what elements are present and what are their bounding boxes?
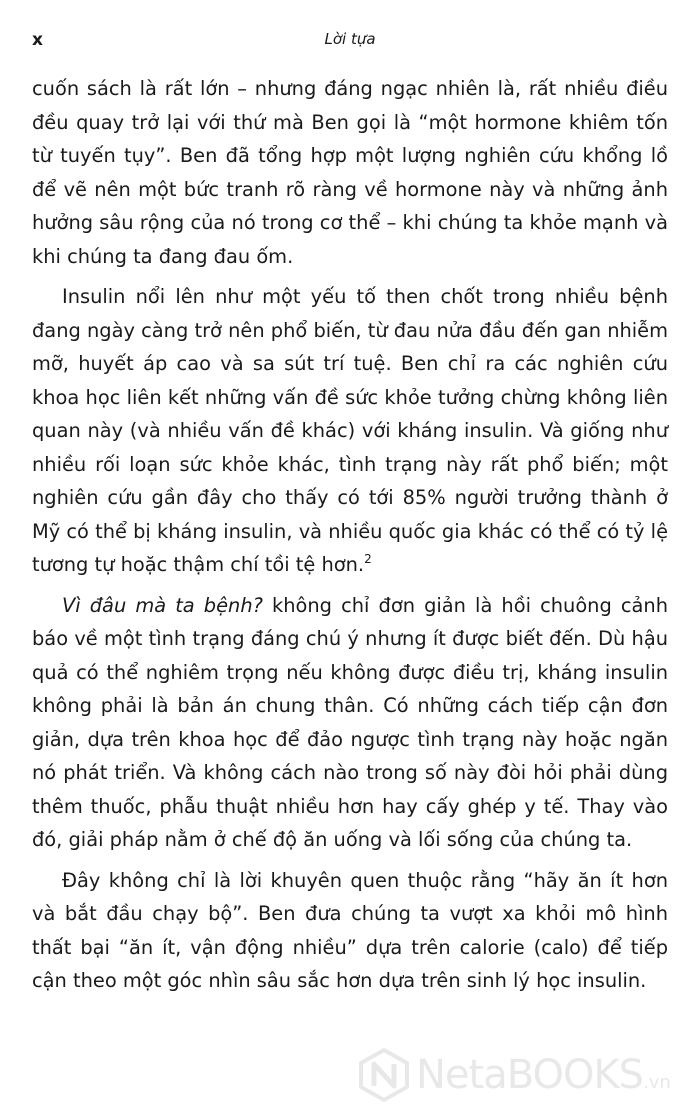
watermark-text	[416, 1052, 671, 1098]
paragraph-4	[32, 864, 668, 998]
paragraph-1	[32, 72, 668, 273]
book-title-italic: Vì đâu mà ta bệnh?	[62, 593, 263, 617]
paragraph-1-text: cuốn sách là rất lớn – nhưng đáng ngạc nhiên là, rất nhiều điều đều quay trở lại với thứ mà Ben gọi là “một hormone khiêm tốn từ tuyến tụy”. Ben đã tổng hợp một lượng nghiên cứu khổng lồ để vẽ nên một bức tranh rõ ràng về hormone này và những ảnh hưởng sâu rộng của nó trong cơ thể – khi chúng ta khỏe mạnh và khi chúng ta đang đau ốm.	[32, 77, 668, 268]
watermark-brand: NetaBOOKS	[416, 1052, 644, 1098]
paragraph-4-text: Đây không chỉ là lời khuyên quen thuộc rằng “hãy ăn ít hơn và bắt đầu chạy bộ”. Ben đưa chúng ta vượt xa khỏi mô hình thất bại “ăn ít, vận động nhiều” dựa trên calorie (calo) để tiếp cận theo một góc nhìn sâu sắc hơn dựa trên sinh lý học insulin.	[32, 868, 668, 992]
page-number: x	[32, 30, 43, 50]
paragraph-2	[32, 280, 668, 582]
netabooks-logo-icon	[356, 1047, 412, 1103]
running-title: Lời tựa	[324, 30, 376, 48]
watermark-suffix: .vn	[643, 1072, 671, 1093]
body-text	[32, 72, 668, 1005]
page-header	[32, 30, 668, 56]
footnote-marker[interactable]: 2	[364, 552, 372, 566]
paragraph-3	[32, 589, 668, 857]
watermark	[356, 1045, 686, 1105]
paragraph-2-text: Insulin nổi lên như một yếu tố then chốt trong nhiều bệnh đang ngày càng trở nên phổ biến, từ đau nửa đầu đến gan nhiễm mỡ, huyết áp cao và sa sút trí tuệ. Ben chỉ ra các nghiên cứu khoa học liên kết những vấn đề sức khỏe tưởng chừng không liên quan này (và nhiều vấn đề khác) với kháng insulin. Và giống như nhiều rối loạn sức khỏe khác, tình trạng này rất phổ biến; một nghiên cứu gần đây cho thấy có tới 85% người trưởng thành ở Mỹ có thể bị kháng insulin, và nhiều quốc gia khác có thể có tỷ lệ tương tự hoặc thậm chí tồi tệ hơn.	[32, 285, 668, 576]
paragraph-3-text: không chỉ đơn giản là hồi chuông cảnh báo về một tình trạng đáng chú ý nhưng ít được biết đến. Dù hậu quả có thể nghiêm trọng nếu không được điều trị, kháng insulin không phải là bản án chung thân. Có những cách tiếp cận đơn giản, dựa trên khoa học để đảo ngược tình trạng này hoặc ngăn nó phát triển. Và không cách nào trong số này đòi hỏi phải dùng thêm thuốc, phẫu thuật nhiều hơn hay cấy ghép y tế. Thay vào đó, giải pháp nằm ở chế độ ăn uống và lối sống của chúng ta.	[32, 593, 668, 851]
